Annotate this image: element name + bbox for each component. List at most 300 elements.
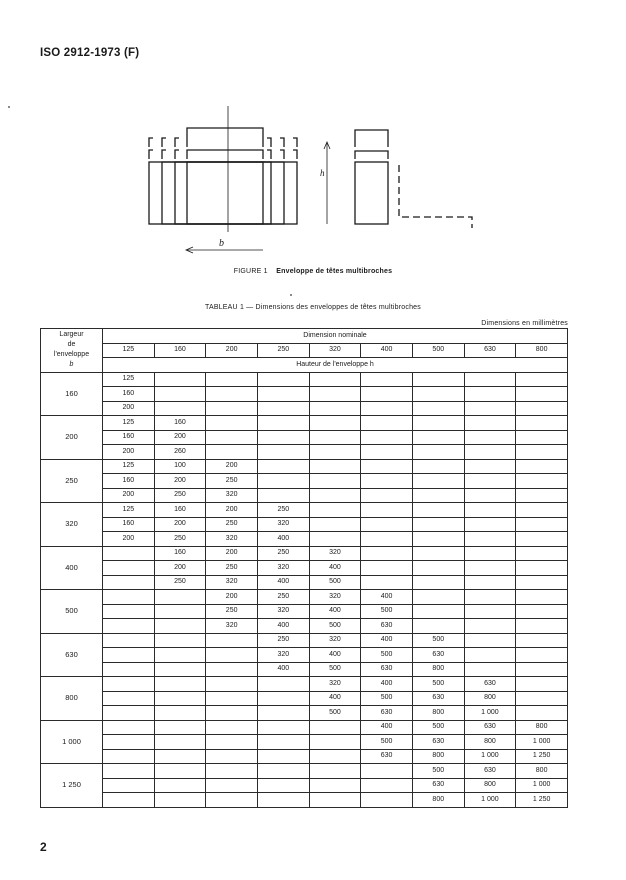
table-cell: 630 — [361, 662, 413, 677]
table-cell — [206, 735, 258, 750]
table-cell: 320 — [309, 546, 361, 561]
table-cell: 500 — [361, 648, 413, 663]
table-cell — [309, 793, 361, 808]
table-cell: 500 — [309, 575, 361, 590]
table-cell — [154, 778, 206, 793]
table-cell — [412, 604, 464, 619]
table-cell — [309, 459, 361, 474]
width-group-label: 200 — [41, 416, 103, 460]
table-cell — [464, 503, 516, 518]
table-cell: 400 — [361, 720, 413, 735]
table-cell — [412, 401, 464, 416]
table-cell: 400 — [309, 604, 361, 619]
table-cell: 500 — [361, 604, 413, 619]
table-cell: 200 — [154, 430, 206, 445]
table-cell: 200 — [206, 503, 258, 518]
table-cell — [464, 372, 516, 387]
table-cell — [206, 445, 258, 460]
table-cell: 800 — [464, 735, 516, 750]
column-header: 125 — [103, 343, 155, 358]
table-row — [41, 474, 568, 489]
column-header: 500 — [412, 343, 464, 358]
table-cell — [257, 677, 309, 692]
table-cell — [206, 793, 258, 808]
table-cell — [309, 401, 361, 416]
table-cell — [257, 778, 309, 793]
table-cell — [257, 488, 309, 503]
table-cell — [464, 401, 516, 416]
table-cell — [154, 401, 206, 416]
dimension-header: Dimension nominale — [103, 329, 568, 344]
table-cell: 125 — [103, 459, 155, 474]
table-cell — [206, 778, 258, 793]
column-header: 630 — [464, 343, 516, 358]
table-cell — [412, 503, 464, 518]
table-cell: 160 — [154, 416, 206, 431]
figure-caption-title: Enveloppe de têtes multibroches — [276, 268, 393, 275]
table-cell — [516, 604, 568, 619]
table-cell — [309, 720, 361, 735]
table-cell — [412, 474, 464, 489]
table-cell: 250 — [154, 532, 206, 547]
table-cell: 250 — [206, 604, 258, 619]
table-cell — [206, 720, 258, 735]
table-cell — [464, 575, 516, 590]
table-cell — [309, 503, 361, 518]
table-row — [41, 401, 568, 416]
table-cell: 500 — [361, 691, 413, 706]
table-cell — [361, 503, 413, 518]
table-row — [41, 590, 568, 605]
table-cell: 630 — [412, 691, 464, 706]
table-cell: 630 — [412, 735, 464, 750]
table-cell — [154, 372, 206, 387]
stray-mark — [290, 294, 292, 296]
table-cell: 200 — [103, 401, 155, 416]
table-cell — [206, 749, 258, 764]
table-cell — [154, 633, 206, 648]
table-cell — [516, 401, 568, 416]
table-cell: 630 — [361, 749, 413, 764]
table-cell: 320 — [206, 488, 258, 503]
table-cell: 160 — [154, 503, 206, 518]
column-header: 200 — [206, 343, 258, 358]
table-cell — [516, 459, 568, 474]
table-cell — [154, 764, 206, 779]
table-cell — [154, 706, 206, 721]
table-cell — [361, 401, 413, 416]
table-cell: 1 250 — [516, 793, 568, 808]
table-cell: 800 — [412, 749, 464, 764]
table-cell — [412, 590, 464, 605]
table-cell: 320 — [257, 648, 309, 663]
units-note: Dimensions en millimètres — [481, 320, 568, 327]
table-cell: 260 — [154, 445, 206, 460]
table-cell: 250 — [206, 561, 258, 576]
table-cell — [154, 749, 206, 764]
table-cell: 200 — [154, 517, 206, 532]
table-row — [41, 706, 568, 721]
table-cell: 1 000 — [516, 735, 568, 750]
table-cell — [412, 387, 464, 402]
table-cell: 500 — [412, 633, 464, 648]
table-cell — [154, 720, 206, 735]
table-cell: 400 — [361, 590, 413, 605]
table-cell — [206, 662, 258, 677]
height-label: h — [320, 168, 325, 178]
table-cell — [464, 459, 516, 474]
table-cell — [154, 677, 206, 692]
table-cell: 200 — [103, 532, 155, 547]
table-cell: 630 — [361, 706, 413, 721]
table-cell — [516, 474, 568, 489]
table-cell — [257, 416, 309, 431]
table-cell — [309, 488, 361, 503]
table-cell: 500 — [412, 720, 464, 735]
width-group-label: 800 — [41, 677, 103, 721]
table-cell — [206, 764, 258, 779]
table-cell — [464, 474, 516, 489]
table-cell: 400 — [309, 648, 361, 663]
table-cell: 320 — [309, 633, 361, 648]
table-row — [41, 633, 568, 648]
table-cell — [309, 532, 361, 547]
table-cell — [309, 474, 361, 489]
table-cell — [257, 401, 309, 416]
table-cell — [206, 648, 258, 663]
table-cell — [257, 430, 309, 445]
table-cell — [516, 387, 568, 402]
table-cell: 250 — [154, 488, 206, 503]
table-cell — [154, 619, 206, 634]
table-cell — [309, 372, 361, 387]
table-cell: 320 — [257, 604, 309, 619]
table-cell: 160 — [103, 474, 155, 489]
width-group-label: 320 — [41, 503, 103, 547]
table-cell — [361, 575, 413, 590]
table-row — [41, 691, 568, 706]
table-cell: 250 — [206, 517, 258, 532]
table-cell — [516, 648, 568, 663]
width-group-label: 160 — [41, 372, 103, 416]
table-cell — [206, 401, 258, 416]
figure-caption — [0, 268, 626, 275]
table-cell: 250 — [206, 474, 258, 489]
table-cell — [412, 575, 464, 590]
table-cell — [257, 720, 309, 735]
table-cell — [154, 648, 206, 663]
table-cell: 400 — [361, 677, 413, 692]
table-cell — [412, 430, 464, 445]
table-cell — [103, 590, 155, 605]
table-cell — [361, 445, 413, 460]
table-row — [41, 546, 568, 561]
table-cell: 630 — [412, 778, 464, 793]
table-row — [41, 604, 568, 619]
width-group-label: 250 — [41, 459, 103, 503]
table-caption: TABLEAU 1 — Dimensions des enveloppes de têtes multibroches — [205, 304, 421, 311]
table-cell — [154, 793, 206, 808]
table-cell — [361, 387, 413, 402]
table-cell — [464, 590, 516, 605]
table-cell — [464, 517, 516, 532]
column-header: 160 — [154, 343, 206, 358]
column-header: 800 — [516, 343, 568, 358]
table-row — [41, 445, 568, 460]
table-cell — [309, 416, 361, 431]
table-cell — [309, 778, 361, 793]
table-cell: 320 — [206, 619, 258, 634]
table-cell — [361, 372, 413, 387]
table-cell — [154, 662, 206, 677]
table-cell: 320 — [257, 561, 309, 576]
page-number: 2 — [40, 840, 47, 854]
table-cell — [257, 387, 309, 402]
table-cell: 1 000 — [464, 706, 516, 721]
table-row — [41, 387, 568, 402]
table-cell: 630 — [361, 619, 413, 634]
table-cell: 1 000 — [464, 793, 516, 808]
document-header: ISO 2912-1973 (F) — [40, 47, 140, 59]
table-cell: 320 — [257, 517, 309, 532]
table-cell — [361, 793, 413, 808]
table-cell — [309, 387, 361, 402]
column-header: 400 — [361, 343, 413, 358]
table-cell: 100 — [154, 459, 206, 474]
table-cell: 160 — [103, 517, 155, 532]
table-cell — [516, 575, 568, 590]
table-cell — [516, 677, 568, 692]
table-row — [41, 619, 568, 634]
table-cell — [361, 546, 413, 561]
table-cell — [464, 561, 516, 576]
table-cell: 400 — [309, 691, 361, 706]
column-header-row — [41, 343, 568, 358]
table-cell — [361, 517, 413, 532]
table-cell — [412, 488, 464, 503]
table-cell: 1 000 — [464, 749, 516, 764]
table-cell: 125 — [103, 416, 155, 431]
table-row — [41, 720, 568, 735]
table-cell — [206, 706, 258, 721]
table-cell — [154, 735, 206, 750]
table-cell — [412, 619, 464, 634]
table-cell — [516, 706, 568, 721]
table-cell — [103, 575, 155, 590]
table-row — [41, 778, 568, 793]
table-cell: 1 250 — [516, 749, 568, 764]
table-row — [41, 488, 568, 503]
table-cell — [516, 546, 568, 561]
table-cell: 400 — [257, 575, 309, 590]
figure-caption-label: FIGURE 1 — [233, 268, 268, 275]
table-cell — [309, 764, 361, 779]
table-cell — [257, 764, 309, 779]
table-cell — [206, 677, 258, 692]
table-cell — [516, 488, 568, 503]
table-row — [41, 416, 568, 431]
table-cell — [309, 749, 361, 764]
table-cell — [257, 735, 309, 750]
table-cell — [103, 720, 155, 735]
table-row — [41, 503, 568, 518]
table-cell — [103, 793, 155, 808]
width-group-label: 1 250 — [41, 764, 103, 808]
height-header: Hauteur de l'enveloppe h — [103, 358, 568, 373]
table-cell — [464, 619, 516, 634]
table-cell — [516, 372, 568, 387]
table-cell: 200 — [206, 590, 258, 605]
table-cell — [103, 619, 155, 634]
table-cell — [412, 459, 464, 474]
table-cell — [103, 662, 155, 677]
table-cell — [464, 445, 516, 460]
width-group-label: 400 — [41, 546, 103, 590]
table-cell — [309, 430, 361, 445]
table-cell — [309, 445, 361, 460]
table-cell: 160 — [154, 546, 206, 561]
table-cell: 200 — [103, 488, 155, 503]
table-cell — [103, 778, 155, 793]
table-cell — [516, 532, 568, 547]
table-cell — [206, 387, 258, 402]
table-cell — [103, 735, 155, 750]
table-cell — [154, 387, 206, 402]
table-cell: 500 — [412, 764, 464, 779]
table-cell — [412, 517, 464, 532]
table-cell — [516, 590, 568, 605]
table-cell — [103, 648, 155, 663]
table-cell — [103, 706, 155, 721]
table-cell — [412, 372, 464, 387]
table-cell: 800 — [464, 778, 516, 793]
table-cell: 125 — [103, 503, 155, 518]
table-cell — [464, 648, 516, 663]
table-row — [41, 735, 568, 750]
column-header: 320 — [309, 343, 361, 358]
table-cell — [154, 604, 206, 619]
table-cell: 320 — [206, 575, 258, 590]
table-cell — [257, 793, 309, 808]
table-cell: 400 — [257, 532, 309, 547]
table-cell: 630 — [464, 677, 516, 692]
table-cell — [464, 488, 516, 503]
table-cell: 125 — [103, 372, 155, 387]
table-cell: 800 — [516, 764, 568, 779]
table-cell — [103, 749, 155, 764]
table-cell — [103, 561, 155, 576]
table-cell — [361, 430, 413, 445]
table-cell: 200 — [206, 546, 258, 561]
table-cell: 800 — [412, 662, 464, 677]
table-cell — [464, 662, 516, 677]
table-cell — [206, 416, 258, 431]
table-cell — [361, 764, 413, 779]
table-cell — [257, 691, 309, 706]
table-cell — [361, 416, 413, 431]
table-cell: 200 — [154, 474, 206, 489]
width-group-label: 500 — [41, 590, 103, 634]
table-row — [41, 793, 568, 808]
table-cell — [309, 517, 361, 532]
table-cell — [103, 633, 155, 648]
column-header: 250 — [257, 343, 309, 358]
table-cell: 200 — [154, 561, 206, 576]
table-cell: 500 — [309, 619, 361, 634]
table-body — [41, 372, 568, 807]
table-cell — [516, 445, 568, 460]
table-cell — [464, 604, 516, 619]
table-cell: 250 — [154, 575, 206, 590]
table-cell: 500 — [309, 706, 361, 721]
table-cell — [516, 619, 568, 634]
table-row — [41, 459, 568, 474]
table-row — [41, 532, 568, 547]
table-cell — [103, 677, 155, 692]
table-cell: 800 — [412, 793, 464, 808]
table-cell: 320 — [206, 532, 258, 547]
table-cell — [464, 416, 516, 431]
table-cell: 1 000 — [516, 778, 568, 793]
table-cell — [103, 604, 155, 619]
table-cell — [516, 430, 568, 445]
table-cell: 800 — [412, 706, 464, 721]
table-cell — [257, 474, 309, 489]
table-cell — [464, 430, 516, 445]
table-cell — [154, 691, 206, 706]
table-cell — [412, 445, 464, 460]
table-row — [41, 575, 568, 590]
table-cell: 250 — [257, 590, 309, 605]
table-cell — [464, 532, 516, 547]
table-cell — [309, 735, 361, 750]
table-cell — [103, 764, 155, 779]
table-cell — [103, 691, 155, 706]
table-cell — [516, 662, 568, 677]
table-cell — [206, 372, 258, 387]
table-cell: 160 — [103, 387, 155, 402]
table-cell: 500 — [412, 677, 464, 692]
width-group-label: 630 — [41, 633, 103, 677]
table-cell — [516, 517, 568, 532]
table-cell — [361, 488, 413, 503]
table-cell — [516, 561, 568, 576]
table-cell: 200 — [206, 459, 258, 474]
table-cell: 400 — [257, 662, 309, 677]
table-cell: 630 — [464, 720, 516, 735]
table-cell — [257, 459, 309, 474]
table-cell — [257, 706, 309, 721]
table-cell — [412, 416, 464, 431]
table-cell — [516, 503, 568, 518]
table-cell: 200 — [103, 445, 155, 460]
table-cell — [103, 546, 155, 561]
table-cell — [361, 474, 413, 489]
table-row — [41, 749, 568, 764]
figure-1-drawing — [0, 0, 626, 265]
table-row — [41, 430, 568, 445]
table-cell — [412, 532, 464, 547]
table-cell — [464, 633, 516, 648]
table-cell: 800 — [464, 691, 516, 706]
table-cell: 250 — [257, 546, 309, 561]
table-cell: 400 — [257, 619, 309, 634]
width-label: b — [219, 238, 224, 249]
width-group-label: 1 000 — [41, 720, 103, 764]
table-cell: 800 — [516, 720, 568, 735]
table-cell: 400 — [309, 561, 361, 576]
table-row — [41, 561, 568, 576]
